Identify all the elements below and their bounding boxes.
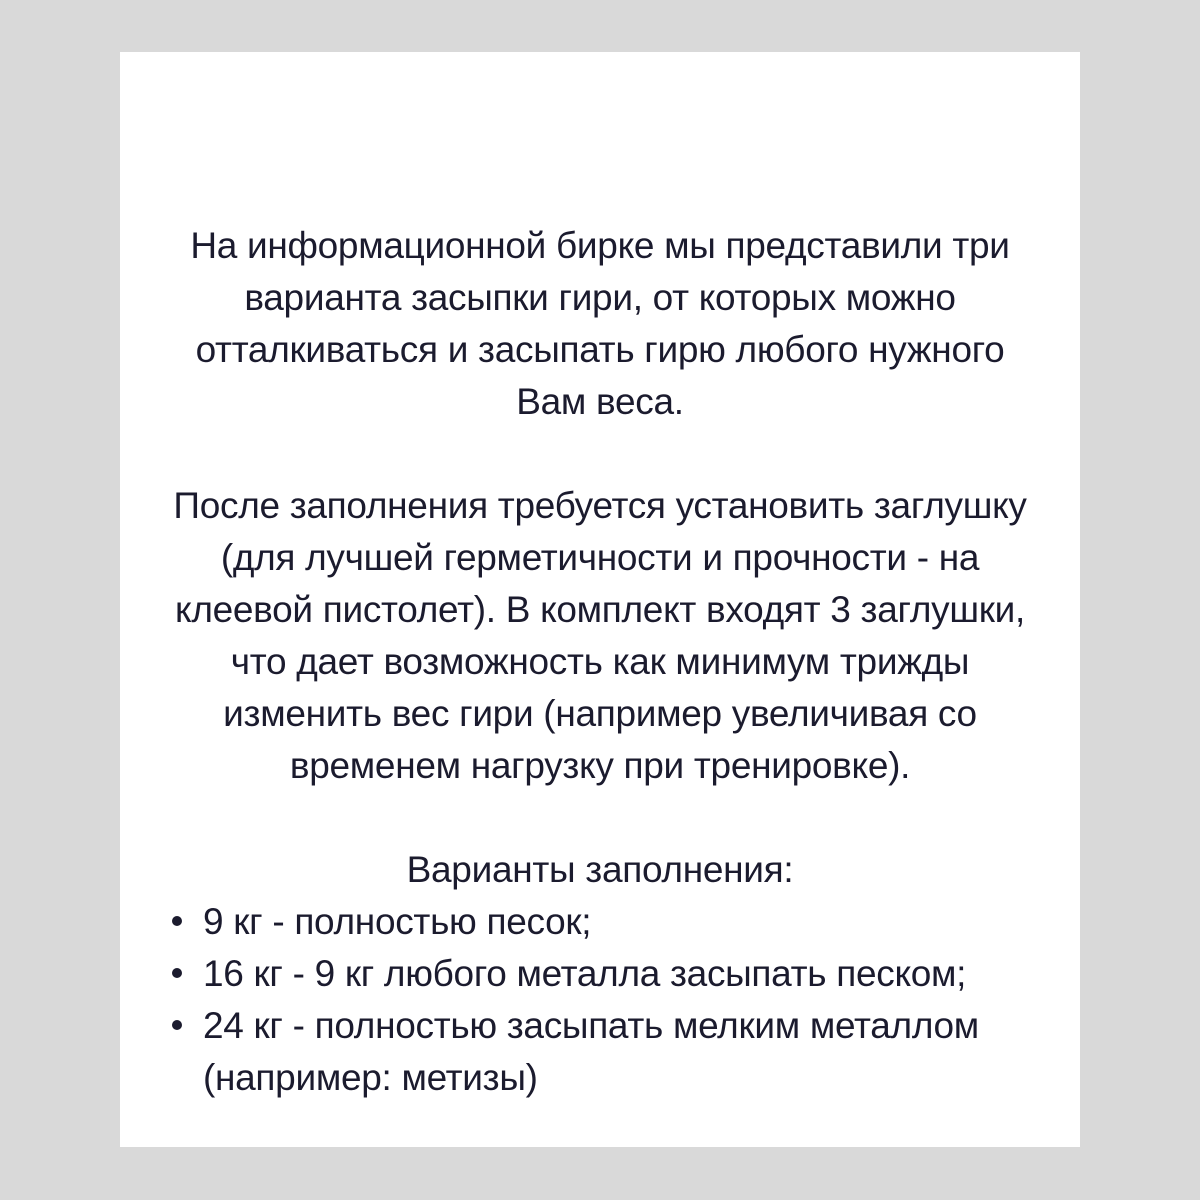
options-list <box>120 896 1080 1104</box>
list-item-text: 9 кг - полностью песок; <box>203 901 592 942</box>
text-line: Вам веса. <box>516 381 684 422</box>
paragraph-spacer <box>120 428 1080 480</box>
list-item-text: 24 кг - полностью засыпать мелким металлом <box>203 1005 979 1046</box>
text-line: После заполнения требуется установить заглушку <box>173 485 1027 526</box>
text-line: варианта засыпки гири, от которых можно <box>244 277 956 318</box>
text-line: Варианты заполнения: <box>406 849 794 890</box>
text-line: временем нагрузку при тренировке). <box>289 745 911 786</box>
list-item-text: (например: метизы) <box>203 1057 538 1098</box>
text-block <box>120 220 1080 1104</box>
paragraph-spacer <box>120 792 1080 844</box>
text-line: клеевой пистолет). В комплект входят 3 заглушки, <box>175 589 1025 630</box>
intro-paragraph <box>120 220 1080 428</box>
content-card <box>120 52 1080 1147</box>
options-heading <box>120 844 1080 896</box>
list-item <box>120 896 1080 948</box>
list-item <box>120 948 1080 1000</box>
list-item-text: 16 кг - 9 кг любого металла засыпать песком; <box>203 953 967 994</box>
text-line: что дает возможность как минимум трижды <box>230 641 970 682</box>
text-line: изменить вес гири (например увеличивая со <box>223 693 977 734</box>
text-line: (для лучшей герметичности и прочности - на <box>220 537 980 578</box>
bullet-dot-icon <box>172 1020 182 1030</box>
list-item <box>120 1000 1080 1104</box>
instructions-paragraph <box>120 480 1080 792</box>
bullet-dot-icon <box>172 968 182 978</box>
text-line: На информационной бирке мы представили три <box>190 225 1010 266</box>
text-line: отталкиваться и засыпать гирю любого нужного <box>195 329 1005 370</box>
bullet-dot-icon <box>172 916 182 926</box>
